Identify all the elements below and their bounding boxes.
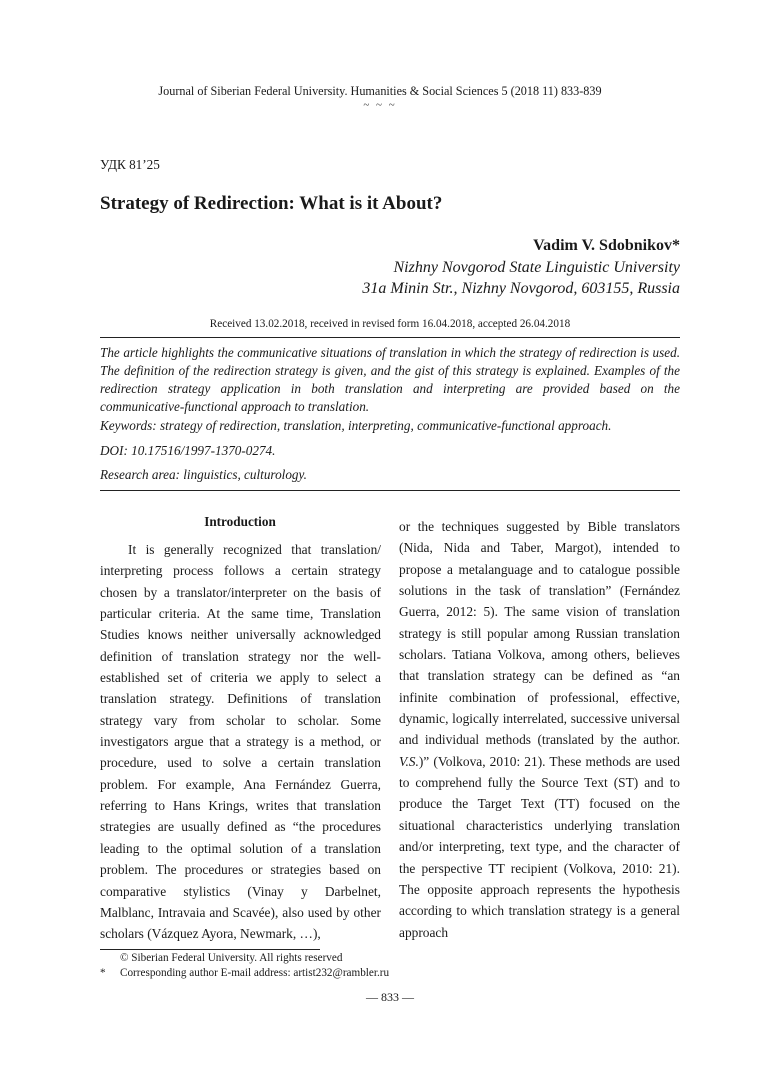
- research-area: Research area: linguistics, culturology.: [100, 467, 307, 482]
- body-column-left: It is generally recognized that translation/ interpreting process follows a certain strategy chosen by a translator/interpreter on the basis of particular criteria. At the same time, Translation Studies knows neither universally acknowledged definition of translation strategy nor the well-established set of criteria we apply to select a translation strategy. Definitions of translation strategy vary from scholar to scholar. Some investigators argue that a strategy is a method, or procedure, used to solve a certain translation problem. For example, Ana Fernández Guerra, referring to Hans Krings, writes that translation strategies are usually defined as “the procedures leading to the optimal solution of a translation problem. The procedures or strategies based on comparative stylistics (Vinay y Darbelnet, Malblanc, Intravaia and Scavée), also used by other scholars (Vázquez Ayora, Newmark, …),: [100, 542, 381, 942]
- article-title: Strategy of Redirection: What is it About?: [100, 193, 443, 214]
- body-text-part: )” (Volkova, 2010: 21). These methods are used to comprehend fully the Source Text (ST) and to produce the Target Text (TT) focused on the situational characteristics underlying translation and/or interpreting, text type, and the character of the perspective TT recipient (Volkova, 2010: 21). The opposite approach represents the hypothesis according to which translation strategy is a general approach: [399, 753, 680, 940]
- section-heading-introduction: Introduction: [204, 514, 276, 529]
- journal-header: Journal of Siberian Federal University. Humanities & Social Sciences 5 (2018 11) 833-839: [158, 84, 602, 98]
- author-affiliation: Nizhny Novgorod State Linguistic University: [393, 259, 680, 276]
- body-column-right: [399, 516, 680, 943]
- author-initials: V.S.: [399, 753, 419, 769]
- received-dates: Received 13.02.2018, received in revised form 16.04.2018, accepted 26.04.2018: [209, 318, 571, 330]
- corresponding-author-note: Corresponding author E-mail address: artist232@rambler.ru: [120, 967, 390, 979]
- footnote-mark: *: [100, 967, 106, 979]
- abstract-top-rule: [100, 337, 680, 338]
- abstract: The article highlights the communicative situations of translation in which the strategy of redirection is used. The definition of the redirection strategy is given, and the gist of this strategy is explained. Examples of the redirection strategy application in both translation and interpreting are provided based on the communicative-functional approach to translation.: [100, 345, 680, 414]
- keywords: Keywords: strategy of redirection, translation, interpreting, communicative-functional approach.: [100, 418, 612, 433]
- abstract-bottom-rule: [100, 490, 680, 491]
- page-number: — 833 —: [366, 990, 414, 1004]
- header-separator: ~ ~ ~: [363, 99, 397, 111]
- doi: DOI: 10.17516/1997-1370-0274.: [100, 443, 276, 458]
- body-text-part: or the techniques suggested by Bible translators (Nida, Nida and Taber, Margot), intended to propose a metalanguage and to catalogue possible solutions in the task of translation” (Fernández Guerra, 2012: 5). The same vision of translation strategy is still popular among Russian translation scholars. Tatiana Volkova, among others, believes that translation strategy can be defined as “an infinite combination of professional, effective, dynamic, logically interrelated, successive universal and individual methods (translated by the author.: [399, 519, 680, 748]
- author-name: Vadim V. Sdobnikov*: [533, 237, 680, 254]
- author-address: 31a Minin Str., Nizhny Novgorod, 603155, Russia: [362, 280, 680, 297]
- udk-code: УДК 81’25: [100, 157, 160, 172]
- copyright-note: © Siberian Federal University. All rights reserved: [120, 952, 343, 964]
- footnote-rule: [100, 949, 320, 950]
